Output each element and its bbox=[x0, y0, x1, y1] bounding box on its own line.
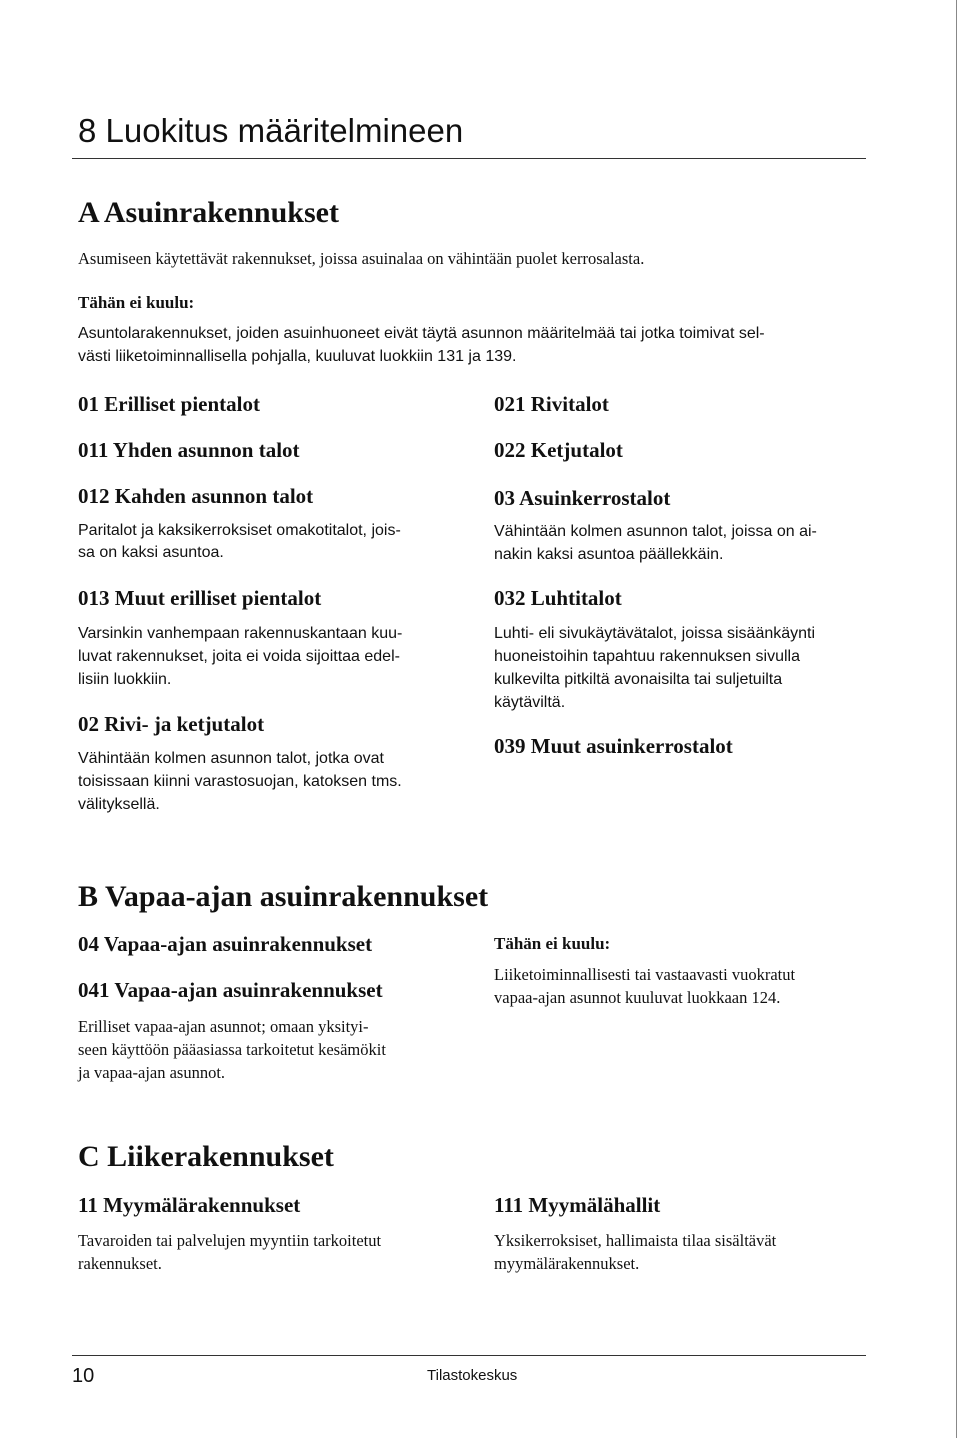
chapter-title: 8 Luokitus määritelmineen bbox=[78, 112, 464, 149]
heading-02: 02 Rivi- ja ketjutalot bbox=[78, 712, 265, 736]
text-032-line2: huoneistoihin tapahtuu rakennuksen sivulla bbox=[494, 648, 800, 665]
text-012-line2: sa on kaksi asuntoa. bbox=[78, 544, 224, 561]
heading-032: 032 Luhtitalot bbox=[494, 586, 622, 610]
footer-rule bbox=[72, 1355, 866, 1356]
text-013-line2: luvat rakennukset, joita ei voida sijoittaa edel- bbox=[78, 648, 400, 665]
text-013-line3: lisiin luokkiin. bbox=[78, 671, 172, 688]
section-a-intro: Asumiseen käytettävät rakennukset, joissa asuinalaa on vähintään puolet kerrosalasta. bbox=[78, 249, 645, 268]
text-012-line1: Paritalot ja kaksikerroksiset omakotitalot, jois- bbox=[78, 522, 401, 539]
text-041-line3: ja vapaa-ajan asunnot. bbox=[78, 1063, 226, 1082]
text-11-line1: Tavaroiden tai palvelujen myyntiin tarkoitetut bbox=[78, 1231, 382, 1250]
section-b-exclude-line2: vapaa-ajan asunnot kuuluvat luokkaan 124. bbox=[494, 988, 781, 1007]
heading-011: 011 Yhden asunnon talot bbox=[78, 438, 300, 462]
text-02-line1: Vähintään kolmen asunnon talot, jotka ovat bbox=[78, 750, 384, 767]
text-111-line2: myymälärakennukset. bbox=[494, 1254, 640, 1273]
section-a-exclude-line2: västi liiketoiminnallisella pohjalla, kuuluvat luokkiin 131 ja 139. bbox=[78, 348, 517, 365]
text-041-line1: Erilliset vapaa-ajan asunnot; omaan yksityi- bbox=[78, 1017, 369, 1036]
text-032-line1: Luhti- eli sivukäytävätalot, joissa sisäänkäynti bbox=[494, 625, 816, 642]
text-013-line1: Varsinkin vanhempaan rakennuskantaan kuu- bbox=[78, 625, 403, 642]
section-a-title: A Asuinrakennukset bbox=[78, 196, 339, 229]
heading-041: 041 Vapaa-ajan asuinrakennukset bbox=[78, 978, 383, 1002]
heading-04: 04 Vapaa-ajan asuinrakennukset bbox=[78, 932, 373, 956]
scan-edge bbox=[956, 0, 957, 1438]
section-a-exclude-line1: Asuntolarakennukset, joiden asuinhuoneet eivät täytä asunnon määritelmää tai jotka toimivat sel- bbox=[78, 325, 765, 342]
heading-01: 01 Erilliset pientalot bbox=[78, 392, 260, 416]
text-02-line3: välityksellä. bbox=[78, 796, 160, 813]
section-b-exclude-label: Tähän ei kuulu: bbox=[494, 934, 611, 953]
heading-11: 11 Myymälärakennukset bbox=[78, 1193, 301, 1217]
heading-111: 111 Myymälähallit bbox=[494, 1193, 661, 1217]
text-032-line4: käytäviltä. bbox=[494, 694, 566, 711]
heading-012: 012 Kahden asunnon talot bbox=[78, 484, 314, 508]
text-02-line2: toisissaan kiinni varastosuojan, katoksen tms. bbox=[78, 773, 402, 790]
text-032-line3: kulkevilta pitkiltä avonaisilta tai suljetuilta bbox=[494, 671, 783, 688]
heading-021: 021 Rivitalot bbox=[494, 392, 609, 416]
section-b-title: B Vapaa-ajan asuinrakennukset bbox=[78, 880, 489, 913]
section-c-title: C Liikerakennukset bbox=[78, 1140, 334, 1173]
text-041-line2: seen käyttöön pääasiassa tarkoitetut kesämökit bbox=[78, 1040, 386, 1059]
text-03-line2: nakin kaksi asuntoa päällekkäin. bbox=[494, 546, 724, 563]
heading-039: 039 Muut asuinkerrostalot bbox=[494, 734, 733, 758]
publisher-name: Tilastokeskus bbox=[427, 1367, 518, 1384]
text-111-line1: Yksikerroksiset, hallimaista tilaa sisältävät bbox=[494, 1231, 777, 1250]
text-11-line2: rakennukset. bbox=[78, 1254, 162, 1273]
text-03-line1: Vähintään kolmen asunnon talot, joissa on ai- bbox=[494, 523, 817, 540]
chapter-rule bbox=[72, 158, 866, 159]
heading-013: 013 Muut erilliset pientalot bbox=[78, 586, 322, 610]
section-a-exclude-label: Tähän ei kuulu: bbox=[78, 293, 195, 312]
heading-022: 022 Ketjutalot bbox=[494, 438, 623, 462]
heading-03: 03 Asuinkerrostalot bbox=[494, 486, 671, 510]
page-number: 10 bbox=[72, 1365, 95, 1387]
section-b-exclude-line1: Liiketoiminnallisesti tai vastaavasti vuokratut bbox=[494, 965, 796, 984]
